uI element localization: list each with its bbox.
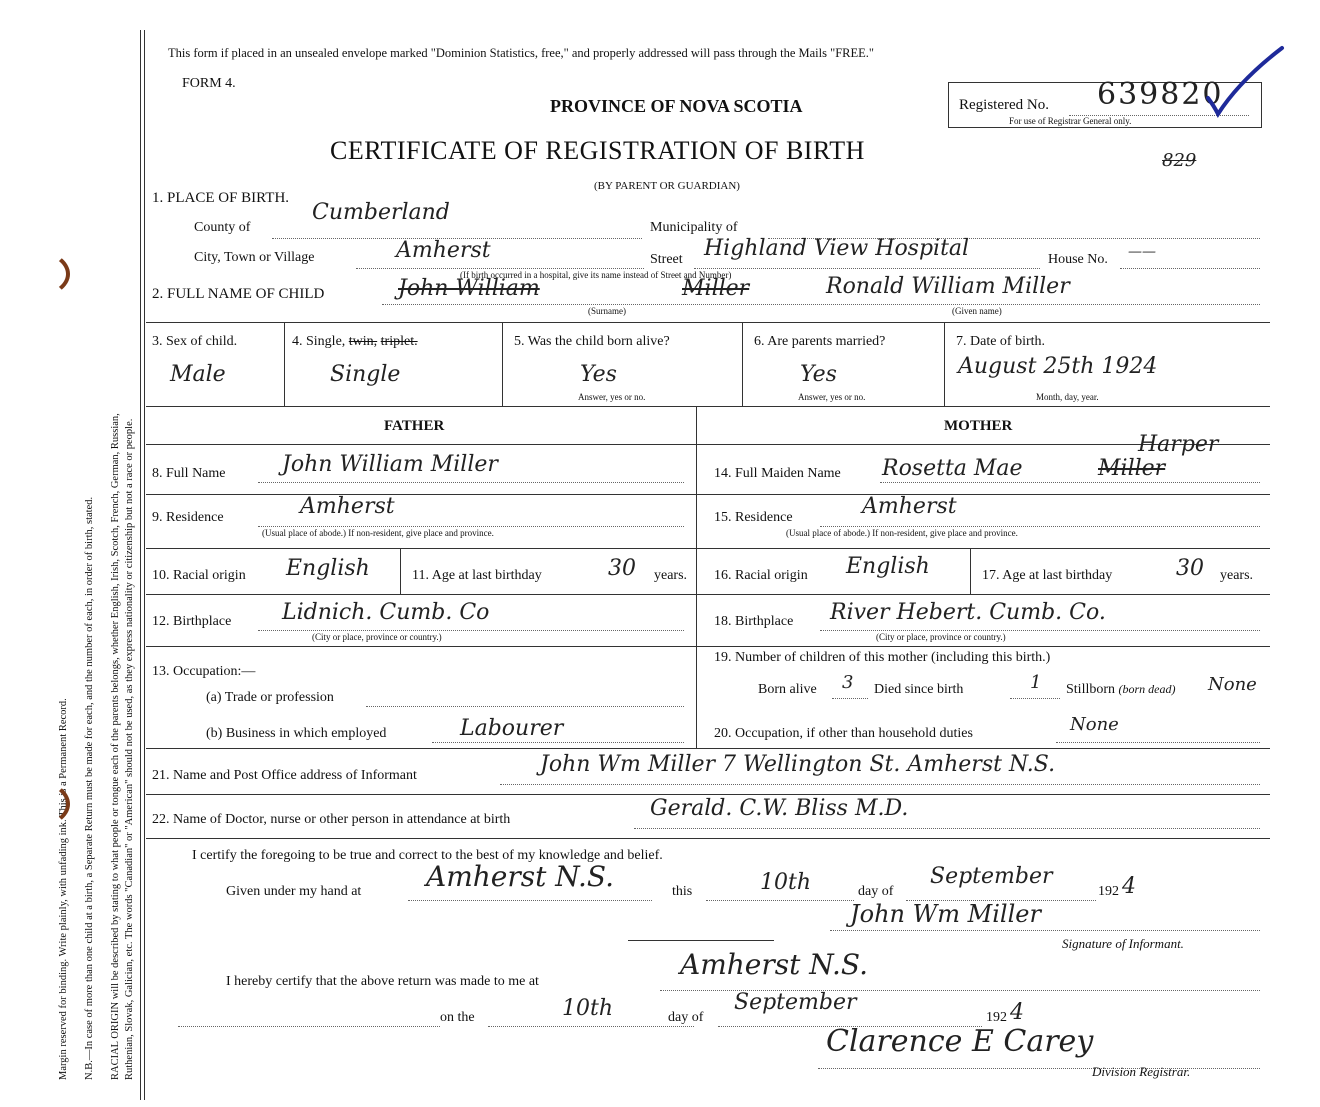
full-name-line <box>382 304 1260 305</box>
child-given-name: Ronald William Miller <box>826 274 1070 299</box>
father-years-label: years. <box>654 568 688 583</box>
given-year-prefix: 192 <box>1098 884 1119 899</box>
single-label <box>292 334 418 350</box>
mother-abode-caption: (Usual place of abode.) If non-resident, give place and province. <box>786 528 1018 538</box>
row-top-rule <box>146 322 1270 323</box>
doctor-line <box>634 828 1260 829</box>
born-alive-label: 5. Was the child born alive? <box>514 334 670 349</box>
mother-birthplace-label: 18. Birthplace <box>714 614 794 629</box>
single-value: Single <box>330 362 401 387</box>
stillborn-value: None <box>1208 674 1257 695</box>
mother-birthplace-line <box>820 630 1260 631</box>
single-option: 4. Single, <box>292 334 346 349</box>
signature-rule-left <box>628 940 774 941</box>
father-name-value: John William Miller <box>282 452 498 477</box>
mother-years-label: years. <box>1220 568 1254 583</box>
divider <box>742 322 743 406</box>
mother-age-value: 30 <box>1176 556 1204 581</box>
street-label: Street <box>650 252 683 267</box>
mother-birthplace-caption: (City or place, province or country.) <box>876 632 1006 642</box>
margin-rule <box>140 30 141 1100</box>
divider <box>146 794 1270 795</box>
given-day-value: 10th <box>760 870 812 895</box>
divider <box>146 748 1270 749</box>
born-alive-caption: Answer, yes or no. <box>578 392 646 402</box>
divider <box>146 838 1270 839</box>
mother-occupation-label: 20. Occupation, if other than household duties <box>714 726 973 741</box>
hospital-note: (If birth occurred in a hospital, give its name instead of Street and Number) <box>460 270 732 280</box>
province-heading: PROVINCE OF NOVA SCOTIA <box>550 96 803 116</box>
mother-name-label: 14. Full Maiden Name <box>714 466 841 481</box>
father-age-value: 30 <box>608 556 636 581</box>
father-business-label: (b) Business in which employed <box>206 726 387 741</box>
informant-signature-line <box>830 930 1260 931</box>
return-month-value: September <box>734 990 857 1015</box>
doctor-value: Gerald. C.W. Bliss M.D. <box>650 796 909 821</box>
stillborn-label <box>1066 682 1176 698</box>
margin-note-racial-origin-2: Ruthenian, Slovak, Galician, etc. The words "Canadian" or "American" should not be used, as they express nationality or citizenship but not a race or people. <box>124 418 135 1080</box>
born-alive-count-label: Born alive <box>758 682 817 697</box>
given-day-label: day of <box>858 884 894 899</box>
sex-label: 3. Sex of child. <box>152 334 238 349</box>
return-text: I hereby certify that the above return was made to me at <box>226 974 539 989</box>
born-alive-value: Yes <box>580 362 617 387</box>
binding-hole-top <box>2 250 70 298</box>
divider <box>944 322 945 406</box>
house-value: —— <box>1128 244 1156 260</box>
father-birthplace-line <box>258 630 684 631</box>
dob-caption: Month, day, year. <box>1036 392 1099 402</box>
father-occupation-label: 13. Occupation:— <box>152 664 256 679</box>
margin-note-multiple-births: N.B.—In case of more than one child at a birth, a Separate Return must be made for each, and the number of each, in order of birth, stated. <box>84 496 95 1080</box>
informant-signature: John Wm Miller <box>850 900 1041 928</box>
child-surname: Miller <box>682 276 750 301</box>
father-trade-line <box>366 706 684 707</box>
mother-name-struck: Miller <box>1098 456 1166 481</box>
father-name-label: 8. Full Name <box>152 466 226 481</box>
certificate-title: CERTIFICATE OF REGISTRATION OF BIRTH <box>330 136 865 165</box>
given-caption: (Given name) <box>952 306 1002 316</box>
father-heading: FATHER <box>384 418 445 434</box>
return-day-value: 10th <box>562 996 614 1021</box>
father-residence-value: Amherst <box>300 494 395 519</box>
mother-residence-label: 15. Residence <box>714 510 793 525</box>
on-the-label: on the <box>440 1010 475 1025</box>
surname-caption: (Surname) <box>588 306 626 316</box>
return-place-value: Amherst N.S. <box>680 948 868 981</box>
father-birthplace-label: 12. Birthplace <box>152 614 232 629</box>
certificate-subtitle: (BY PARENT OR GUARDIAN) <box>594 180 740 192</box>
mother-racial-label: 16. Racial origin <box>714 568 808 583</box>
divider <box>970 548 971 594</box>
county-label: County of <box>194 220 251 235</box>
return-year-prefix: 192 <box>986 1010 1007 1025</box>
father-trade-label: (a) Trade or profession <box>206 690 334 705</box>
sex-value: Male <box>170 362 226 387</box>
divider <box>400 548 401 594</box>
mother-heading: MOTHER <box>944 418 1013 434</box>
died-since-birth-value: 1 <box>1030 672 1042 693</box>
full-name-label: 2. FULL NAME OF CHILD <box>152 286 325 302</box>
parents-married-label: 6. Are parents married? <box>754 334 886 349</box>
margin-rule-2 <box>144 30 145 1100</box>
registrar-caption: Division Registrar. <box>1092 1064 1191 1079</box>
parents-married-caption: Answer, yes or no. <box>798 392 866 402</box>
father-age-label: 11. Age at last birthday <box>412 568 542 583</box>
mother-children-label: 19. Number of children of this mother (including this birth.) <box>714 650 1051 665</box>
mother-residence-line <box>820 526 1260 527</box>
return-year-suffix: 4 <box>1010 1000 1024 1025</box>
triplet-option: triplet. <box>380 334 418 349</box>
stillborn-text: Stillborn <box>1066 682 1116 697</box>
return-day-line <box>488 1026 694 1027</box>
informant-label: 21. Name and Post Office address of Informant <box>152 768 417 783</box>
divider <box>284 322 285 406</box>
row-bottom-rule <box>146 406 1270 407</box>
father-name-line <box>258 482 684 483</box>
divider <box>146 594 1270 595</box>
house-line <box>1120 268 1260 269</box>
father-abode-caption: (Usual place of abode.) If non-resident, give place and province. <box>262 528 494 538</box>
father-racial-value: English <box>286 556 370 581</box>
return-left-line <box>178 1026 440 1027</box>
born-alive-count-line <box>832 698 868 699</box>
mother-birthplace-value: River Hebert. Cumb. Co. <box>830 600 1106 625</box>
struck-child-name: John William <box>398 276 540 301</box>
dob-label: 7. Date of birth. <box>956 334 1046 349</box>
mother-racial-value: English <box>846 554 930 579</box>
doctor-label: 22. Name of Doctor, nurse or other person in attendance at birth <box>152 812 511 827</box>
father-residence-label: 9. Residence <box>152 510 224 525</box>
parents-divider <box>696 406 697 748</box>
registered-number: 639820 <box>1097 77 1224 112</box>
place-of-birth-label: 1. PLACE OF BIRTH. <box>152 190 290 206</box>
county-value: Cumberland <box>312 200 450 225</box>
given-place-value: Amherst N.S. <box>426 860 614 893</box>
mail-notice: This form if placed in an unsealed envelope marked "Dominion Statistics, free," and properly addressed will pass through the Mails "FREE." <box>168 46 875 60</box>
registrar-signature-line <box>818 1068 1260 1069</box>
father-business-value: Labourer <box>460 716 564 741</box>
given-day-line <box>706 900 854 901</box>
municipality-label: Municipality of <box>650 220 738 235</box>
form-number: FORM 4. <box>182 76 236 91</box>
registered-label: Registered No. <box>959 97 1049 113</box>
father-business-line <box>432 742 684 743</box>
street-value: Highland View Hospital <box>704 236 970 261</box>
certify-text: I certify the foregoing to be true and correct to the best of my knowledge and belief. <box>192 848 663 863</box>
stillborn-note: (born dead) <box>1118 682 1176 696</box>
father-residence-line <box>258 526 684 527</box>
mother-occupation-value: None <box>1070 714 1119 735</box>
given-month-value: September <box>930 864 1053 889</box>
margin-note-racial-origin: RACIAL ORIGIN will be described by stating to what people or tongue each of the parents belongs, whether English, Irish, Scotch, French, German, Russian, <box>110 413 121 1080</box>
father-racial-label: 10. Racial origin <box>152 568 246 583</box>
registrar-signature: Clarence E Carey <box>826 1024 1094 1059</box>
margin-note-binding: Margin reserved for binding. Write plainly, with unfading ink. This is a Permanent Record. <box>58 698 69 1080</box>
mother-name-line <box>880 482 1260 483</box>
father-birthplace-caption: (City or place, province or country.) <box>312 632 442 642</box>
died-since-birth-line <box>1010 698 1060 699</box>
corner-number: 829 <box>1162 150 1197 171</box>
mother-residence-value: Amherst <box>862 494 957 519</box>
city-line <box>356 268 644 269</box>
dob-value: August 25th 1924 <box>958 354 1158 379</box>
given-year-suffix: 4 <box>1122 874 1136 899</box>
given-place-line <box>408 900 652 901</box>
mother-name-value: Rosetta Mae <box>882 456 1023 481</box>
binding-hole-bottom <box>2 780 70 828</box>
twin-option: twin, <box>348 334 378 349</box>
city-label: City, Town or Village <box>194 250 315 265</box>
divider <box>146 548 1270 549</box>
given-this-label: this <box>672 884 693 899</box>
died-since-birth-label: Died since birth <box>874 682 964 697</box>
born-alive-count-value: 3 <box>842 672 854 693</box>
informant-signature-caption: Signature of Informant. <box>1062 936 1184 951</box>
check-mark-icon <box>1200 40 1290 130</box>
mother-name-correction: Harper <box>1138 432 1219 457</box>
father-birthplace-value: Lidnich. Cumb. Co <box>282 600 490 625</box>
divider <box>146 646 1270 647</box>
city-value: Amherst <box>396 238 491 263</box>
parents-married-value: Yes <box>800 362 837 387</box>
registrar-note: For use of Registrar General only. <box>1009 116 1132 126</box>
divider <box>502 322 503 406</box>
informant-line <box>500 784 1260 785</box>
divider <box>146 444 1270 445</box>
mother-occupation-line <box>1056 742 1260 743</box>
informant-value: John Wm Miller 7 Wellington St. Amherst N.S. <box>540 752 1056 777</box>
return-day-label: day of <box>668 1010 704 1025</box>
street-line <box>694 268 1040 269</box>
mother-age-label: 17. Age at last birthday <box>982 568 1113 583</box>
given-label: Given under my hand at <box>226 884 362 899</box>
house-label: House No. <box>1048 252 1108 267</box>
